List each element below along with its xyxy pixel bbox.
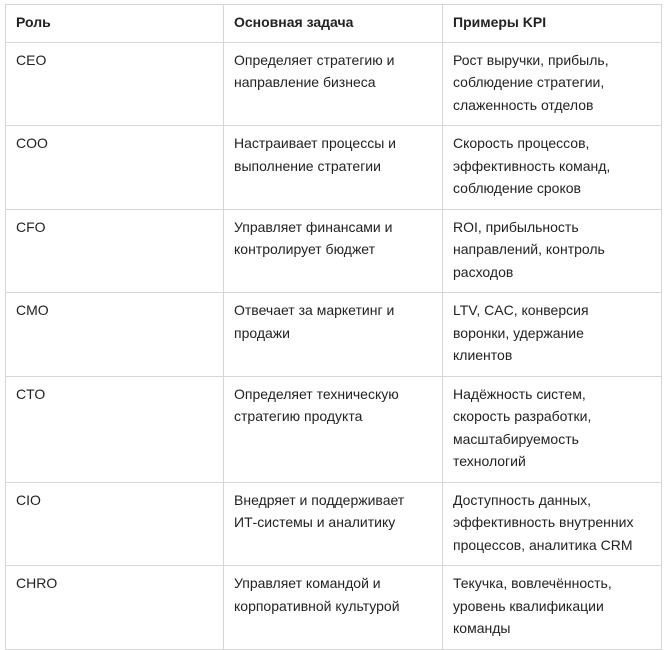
cell-task-text: Управляет финансами и контролирует бюджет — [234, 218, 393, 257]
table-header — [6, 5, 662, 43]
cell-task-text: Внедряет и поддерживает ИТ-системы и аналитику — [234, 491, 405, 530]
cell-kpi — [443, 293, 662, 377]
cell-task-text: Определяет техническую стратегию продукта — [234, 385, 399, 424]
cell-task — [224, 566, 443, 650]
cell-kpi — [443, 126, 662, 210]
cell-task-text: Отвечает за маркетинг и продажи — [234, 302, 395, 341]
cell-role: CTO — [6, 376, 224, 482]
cell-task — [224, 42, 443, 126]
cell-task-text: Настраивает процессы и выполнение стратегии — [234, 135, 396, 174]
cell-task — [224, 209, 443, 293]
cell-kpi — [443, 376, 662, 482]
table-row — [6, 293, 662, 377]
cell-kpi-text: Надёжность систем, скорость разработки, масштабируемость технологий — [453, 385, 592, 469]
cell-role: CEO — [6, 42, 224, 126]
cell-task — [224, 376, 443, 482]
header-role: Роль — [6, 5, 224, 43]
table-body — [6, 42, 662, 649]
cell-kpi — [443, 482, 662, 566]
roles-kpi-table — [5, 4, 662, 650]
table-row — [6, 209, 662, 293]
cell-kpi — [443, 566, 662, 650]
table-row — [6, 482, 662, 566]
cell-kpi-text: ROI, прибыльность направлений, контроль расходов — [453, 218, 605, 280]
cell-task-text: Определяет стратегию и направление бизнеса — [234, 51, 395, 90]
cell-role: CHRO — [6, 566, 224, 650]
cell-kpi-text: Текучка, вовлечённость, уровень квалификации команды — [453, 575, 612, 636]
cell-task-text: Управляет командой и корпоративной культурой — [234, 575, 400, 614]
cell-kpi-text: Доступность данных, эффективность внутренних процессов, аналитика CRM — [453, 491, 634, 553]
cell-role: COO — [6, 126, 224, 210]
table-row — [6, 376, 662, 482]
roles-table-container — [5, 4, 662, 650]
table-row — [6, 566, 662, 650]
cell-kpi — [443, 209, 662, 293]
header-kpi-examples: Примеры KPI — [443, 5, 662, 43]
cell-kpi — [443, 42, 662, 126]
cell-kpi-text: Скорость процессов, эффективность команд, соблюдение сроков — [453, 135, 611, 196]
cell-task — [224, 126, 443, 210]
cell-kpi-text: Рост выручки, прибыль, соблюдение стратегии, слаженность отделов — [453, 51, 609, 113]
table-row — [6, 42, 662, 126]
cell-kpi-text: LTV, CAC, конверсия воронки, удержание клиентов — [453, 302, 589, 363]
table-row — [6, 126, 662, 210]
cell-role: CIO — [6, 482, 224, 566]
cell-role: CFO — [6, 209, 224, 293]
cell-role: CMO — [6, 293, 224, 377]
cell-task — [224, 293, 443, 377]
header-row — [6, 5, 662, 43]
cell-task — [224, 482, 443, 566]
header-main-task: Основная задача — [224, 5, 443, 43]
